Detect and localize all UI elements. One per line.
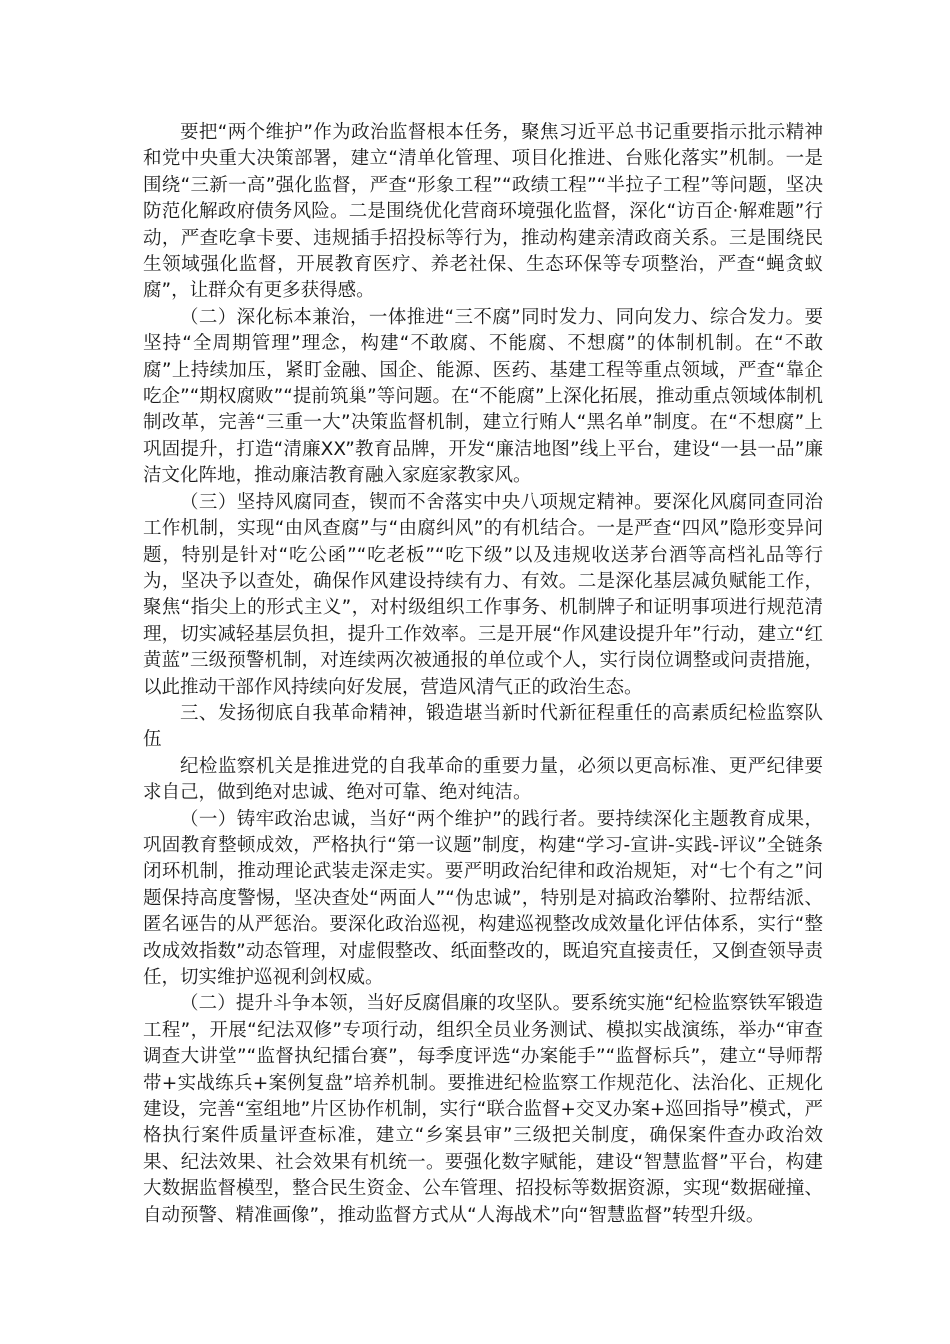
paragraph-style-and-corruption: （三）坚持风腐同查，锲而不舍落实中央八项规定精神。要深化风腐同查同治工作机制，实现“由风查腐”与“由腐纠风”的有机结合。一是严查“四风”隐形变异问题，特别是针对“吃公函”“吃老板”“吃下级”以及违规收送茅台酒等高档礼品等行为，坚决予以查处，确保作风建设持续有力、有效。二是深化基层减负赋能工作，聚焦“指尖上的形式主义”，对村级组织工作事务、机制牌子和证明事项进行规范清理，切实减轻基层负担，提升工作效率。三是开展“作风建设提升年”行动，建立“红黄蓝”三级预警机制，对连续两次被通报的单位或个人，实行岗位调整或问责措施，以此推动干部作风持续向好发展，营造风清气正的政治生态。 <box>143 491 823 698</box>
paragraph-political-loyalty: （一）铸牢政治忠诚，当好“两个维护”的践行者。要持续深化主题教育成果，巩固教育整顿成效，严格执行“第一议题”制度，构建“学习-宣讲-实践-评议”全链条闭环机制，推动理论武装走深走实。要严明政治纪律和政治规矩，对“七个有之”问题保持高度警惕，坚决查处“两面人”“伪忠诚”，特别是对搞政治攀附、拉帮结派、匿名诬告的从严惩治。要深化政治巡视，构建巡视整改成效量化评估体系，实行“整改成效指数”动态管理，对虚假整改、纸面整改的，既追究直接责任，又倒查领导责任，切实维护巡视利剑权威。 <box>143 808 823 988</box>
paragraph-fighting-skills: （二）提升斗争本领，当好反腐倡廉的攻坚队。要系统实施“纪检监察铁军锻造工程”，开展“纪法双修”专项行动，组织全员业务测试、模拟实战演练，举办“审查调查大讲堂”“监督执纪擂台赛”，每季度评选“办案能手”“监督标兵”，建立“导师帮带+实战练兵+案例复盘”培养机制。要推进纪检监察工作规范化、法治化、正规化建设，完善“室组地”片区协作机制，实行“联合监督+交叉办案+巡回指导”模式，严格执行案件质量评查标准，建立“乡案县审”三级把关制度，确保案件查办政治效果、纪法效果、社会效果有机统一。要强化数字赋能，建设“智慧监督”平台，构建大数据监督模型，整合民生资金、公车管理、招投标等数据资源，实现“数据碰撞、自动预警、精准画像”，推动监督方式从“人海战术”向“智慧监督”转型升级。 <box>143 993 823 1226</box>
document-body <box>143 120 823 1229</box>
paragraph-section-intro: 纪检监察机关是推进党的自我革命的重要力量，必须以更高标准、更严纪律要求自己，做到绝对忠诚、绝对可靠、绝对纯洁。 <box>143 755 823 804</box>
paragraph-political-supervision: 要把“两个维护”作为政治监督根本任务，聚焦习近平总书记重要指示批示精神和党中央重大决策部署，建立“清单化管理、项目化推进、台账化落实”机制。一是围绕“三新一高”强化监督，严查“形象工程”“政绩工程”“半拉子工程”等问题，坚决防范化解政府债务风险。二是围绕优化营商环境强化监督，深化“访百企·解难题”行动，严查吃拿卡要、违规插手招投标等行为，推动构建亲清政商关系。三是围绕民生领域强化监督，开展教育医疗、养老社保、生态环保等专项整治，严查“蝇贪蚁腐”，让群众有更多获得感。 <box>143 122 823 302</box>
section-heading-three: 三、发扬彻底自我革命精神，锻造堪当新时代新征程重任的高素质纪检监察队伍 <box>143 702 823 751</box>
paragraph-three-no-corruption: （二）深化标本兼治，一体推进“三不腐”同时发力、同向发力、综合发力。要坚持“全周期管理”理念，构建“不敢腐、不能腐、不想腐”的体制机制。在“不敢腐”上持续加压，紧盯金融、国企、能源、医药、基建工程等重点领域，严查“靠企吃企”“期权腐败”“提前筑巢”等问题。在“不能腐”上深化拓展，推动重点领域体制机制改革，完善“三重一大”决策监督机制，建立行贿人“黑名单”制度。在“不想腐”上巩固提升，打造“清廉XX”教育品牌，开发“廉洁地图”线上平台，建设“一县一品”廉洁文化阵地，推动廉洁教育融入家庭家教家风。 <box>143 306 823 487</box>
